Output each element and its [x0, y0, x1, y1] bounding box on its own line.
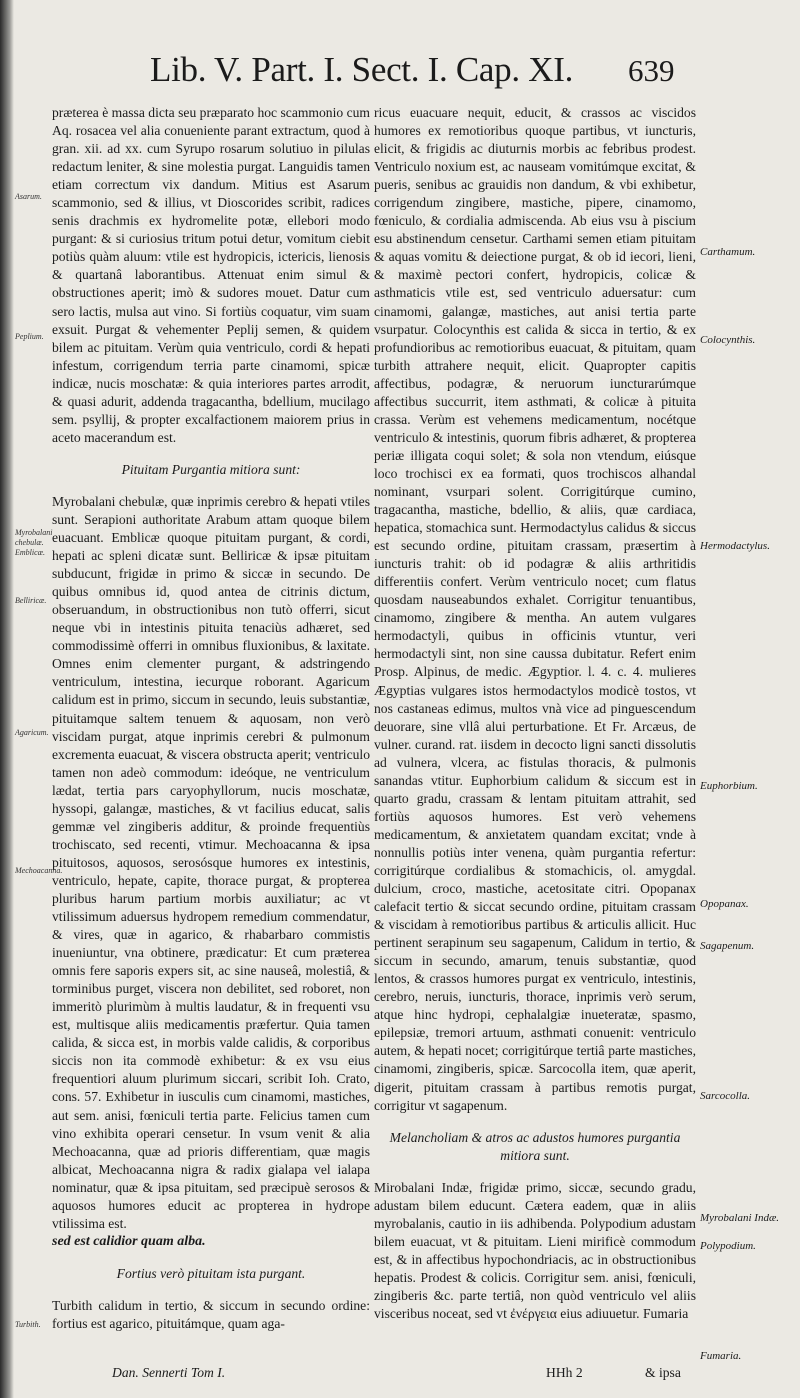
margin-note: Polypodium. [700, 1240, 756, 1252]
margin-note: Carthamum. [700, 246, 756, 258]
paragraph: Myrobalani chebulæ, quæ inprimis cerebro & hepati vtiles sunt. Serapioni authoritate Arabum attam quoque bilem euacuant. Emblicæ quoque pituitam purgant, & cordi, hepati ac spleni dicatæ sunt. Belliricæ & ipsæ pituitam subducunt, frigidæ in primo & siccæ in secundo. De quibus omnibus id, quod antea de citrinis dictum, obseruandum, in obstructionibus non tutò offerri, sicut neque vbi in intestinis pituita tenaciùs adhæret, sed commodissimè offerri in omnibus fluxionibus, & laxitate. Omnes enim clementer purgant, & adstringendo ventriculum, intestina, iecurque roborant. Agaricum calidum est in primo, siccum in secundo, leuis substantiæ, pituitamque saltem tenuem & aquosam, non verò viscidam purgat, atque inprimis cerebri & pulmonum excrementa euacuat, & viscera obstructa aperit; ventriculo tamen non adeò commodum: ideóque, ne ventriculum lædat, tertia pars caryophyllorum, nucis moschatæ, hyssopi, galangæ, mastiches, & vt facilius educat, salis gemmæ vel zingiberis additur, & proinde frequentiùs trochiscato, sed recenti, vtimur. Mechoacanna & ipsa pituitosos, aquosos, serosósque humores ex intestinis, ventriculo, hepate, capite, thorace purgat, & propterea pluribus harum partium morbis auxiliatur; ac vt vtilissimum aduersus hydropem remedium commendatur, & vires, quæ in agarico, & rhabarbaro commistis inueniuntur, vna obtinere, prædicatur: Et cum præterea omnis fere saporis expers sit, ac sine nauseâ, molestiâ, & torminibus purget, viscera non debilitet, sed roboret, non immeritò plurimùm à multis laudatur, & in frequenti vsu est, multisque aliis medicamentis præfertur. Quia tamen calida, & sicca est, in morbis valde calidis, & corporibus siccis non ita commodè exhibetur: & ex vsu eius frequentiori aluum plurimum siccari, scribit Ioh. Crato, cons. 57. Exhibetur in iusculis cum cinamomi, mastiches, aut sem. anisi, fœniculi tertia parte. Felicius tamen cum vino exhibita operari censetur. In vsum venit & alia Mechoacanna, quæ ad prioris differentiam, quæ magis albicat, Mechoacanna nigra & radix gialapa vel ialapa nominatur, quæ & ipsa pituitam, sed præcipuè serosos & aquosos humores educit ac propterea in hydrope vtilissima est. [52, 493, 370, 1231]
margin-note: Agaricum. [15, 728, 49, 737]
paragraph: Mirobalani Indæ, frigidæ primo, siccæ, secundo gradu, adustam bilem educunt. Cætera eadem, quæ in aliis myrobalanis, cautio in iis adhibenda. Polypodium adustam bilem euacuat, vt & pituitam. Lieni mirificè commodum est, & in affectibus hypochondriacis, ac in obstructionibus hepatis. Prodest & colicis. Corrigitur sem. anisi, fœniculi, zingiberis &c. parte tertiâ, non quòd ventriculo vel aliis visceribus noceat, sed vt ἐνέργεια eius adiuuetur. Fumaria [374, 1179, 696, 1322]
section-heading: Melancholiam & atros ac adustos humores purgantia mitiora sunt. [389, 1129, 681, 1163]
margin-note: Fumaria. [700, 1350, 742, 1362]
paragraph: præterea è massa dicta seu præparato hoc scammonio cum Aq. rosacea vel alia conueniente parant extractum, quod à gran. xii. ad xx. cum Syrupo rosarum solutiuo in pilulas redactum leniter, & sine molestia purgat. Languidis tamen etiam correctum vix dandum. Mitius est Asarum scammonio, sed & illius, vt Dioscorides scribit, radices senis drachmis ex hydromelite potæ, ellebori modo purgant: & si curiosius tritum potui detur, vomitum ciebit potiùs quàm aluum: vtile est hydropicis, ictericis, lienosis & quartanâ laborantibus. Attenuat enim simul & obstructiones aperit; imò & sudores mouet. Datur cum sero lactis, mulsa aut vino. Si fortiùs coquatur, vim suam exsuit. Purgat & vehementer Peplij semen, & quidem bilem ac pituitam. Verùm quia ventriculo, cordi & hepati infestum, corrigendum terria parte cinamomi, spicæ indicæ, nucis moschatæ: & quia interiores partes arrodit, & quasi adurit, addenda tragacantha, bdellium, mucilago sem. psyllij, & propter excalfactionem maiorem prius in aceto macerandum est. [52, 105, 370, 445]
handwritten-note: sed est calidior quam alba. [52, 1233, 206, 1249]
margin-note: Belliricæ. [15, 596, 47, 605]
margin-note: Opopanax. [700, 898, 749, 910]
margin-note: Mechoacanna. [15, 866, 63, 875]
margin-note: Euphorbium. [700, 780, 758, 792]
gathering-signature: HHh 2 [546, 1365, 583, 1380]
paragraph: ricus euacuare nequit, educit, & crassos ac viscidos humores ex remotioribus quoque partibus, vt iuncturis, elicit, & frigidis ac diuturnis morbis ac febribus prodest. Ventriculo noxium est, ac nauseam vomitúmque excitat, & pueris, senibus ac grauidis non dandum, & vbi exhibetur, corrigendum zingibere, mastiche, pipere, cinamomo, fœniculo, & cordialia admiscenda. Ab eius vsu à piscium esu abstinendum censetur. Carthami semen etiam pituitam & aquas vomitu & deiectione purgat, & ob id iecori, lieni, & maximè pectori confert, hydropicis, colicæ & asthmaticis vtile est, sed ventriculo aduersatur: cum cinamomi, galangæ, mastiches, aut anisi tertia parte vsurpatur. Colocynthis est calida & sicca in tertio, & ex profundioribus ac remotioribus euacuat, & pituitam, quam turbith attrahere nequit, elicit. Quapropter capitis affectibus, podagræ, & neruorum iuncturarúmque affectibus succurrit, item asthmati, & colicæ à pituita crassa. Verùm est vehemens medicamentum, nocétque ventriculo & intestinis, quorum fibris adhæret, & propterea periæ illigata coqui solet; & sola non vtendum, eiúsque loco trochisci ex ea formati, quos trochiscos alhandal nominant, vsurpari solent. Corrigitúrque cumino, tragacantha, mastiche, bdellio, & aliis, quæ cardiaca, hepatica, stomachica sunt. Hermodactylus calidus & siccus est secundo ordine, pituitam crassam, præsertim à iuncturis trahit: ob id podagræ & aliis arthritidis differentiis confert. Verùm ventriculo nocet; cum flatus quosdam nauseabundos exhalet. Corrigitur tenuantibus, cinamomo, zingibere & mentha. An autem vulgares hermodactyli, quibus in officinis vtuntur, veri hermodactyli sint, non sine caussa dubitatur. Refert enim Prosp. Alpinus, de medic. Ægyptior. l. 4. c. 4. mulieres Ægyptias vulgares istos hermodactylos modicè tostos, vt nos castaneas edimus, multos vnà vice ad pinguescendum deuorare, sine vllâ alui perturbatione. Et Fr. Arcæus, de vulner. curand. rat. iisdem in decocto ligni sancti dissolutis ad vulnera, vlcera, ac fistulas thoracis, & pulmonis sanandas vtitur. Euphorbium calidum & siccum est in quarto gradu, crassam & lentam pituitam attrahit, sed fortiùs aquosos humores. Est verò vehemens medicamentum, & anxietatem quandam excitat; vnde à nonnullis potiùs inter venena, quàm purgantia refertur: corrigitúrque cordialibus & stomachicis, ol. amygdal. dulcium, croco, mastiche, acetositate citri. Opopanax calefacit tertio & siccat secundo ordine, pituitam crassam & viscidam à remotioribus partibus & articulis allicit. Huc pertinent serapinum seu sagapenum, Calidum in tertio, & siccum in secundo, amarum, tenuis substantiæ, quod lentos, & crassos humores purgat ex ventriculo, intestinis, cerebro, neruis, iuncturis, thorace, inprimis verò serum, atque hinc hydropi, cephalalgiæ inueteratæ, spasmo, epilepsiæ, tremori artuum, asthmati conuenit: ventriculo autem, & hepati nocet; corrigitúrque tertiâ parte mastiches, cinamomi, zingiberis, spicæ. Sarcocolla item, quæ aperit, digerit, pituitam crassam à partibus remotis purgat, corrigitur vt sagapenum. [374, 105, 696, 1113]
page-header [150, 48, 790, 96]
section-heading: Pituitam Purgantia mitiora sunt: [121, 461, 301, 477]
catchword: & ipsa [645, 1365, 681, 1380]
margin-note: Myrobalani chebulæ. Emblicæ. [15, 528, 53, 557]
signature-mark: Dan. Sennerti Tom I. [112, 1365, 226, 1380]
margin-note: Colocynthis. [700, 334, 756, 346]
margin-note: Hermodactylus. [700, 540, 770, 552]
left-column [52, 104, 370, 1333]
margin-note: Asarum. [15, 192, 42, 201]
paragraph: Turbith calidum in tertio, & siccum in secundo ordine: fortius est agarico, pituitámque, quam aga- [52, 1297, 370, 1331]
margin-note: Sarcocolla. [700, 1090, 750, 1102]
running-title: Lib. V. Part. I. Sect. I. Cap. XI. [150, 50, 574, 89]
margin-note: Turbith. [15, 1320, 41, 1329]
right-column [374, 104, 696, 1323]
page-spine-shadow [0, 0, 14, 1398]
margin-note: Sagapenum. [700, 940, 755, 952]
page-number: 639 [628, 53, 675, 88]
section-heading: Fortius verò pituitam ista purgant. [116, 1265, 306, 1281]
margin-note: Myrobalani Indæ. [700, 1212, 780, 1224]
margin-note: Peplium. [15, 332, 44, 341]
